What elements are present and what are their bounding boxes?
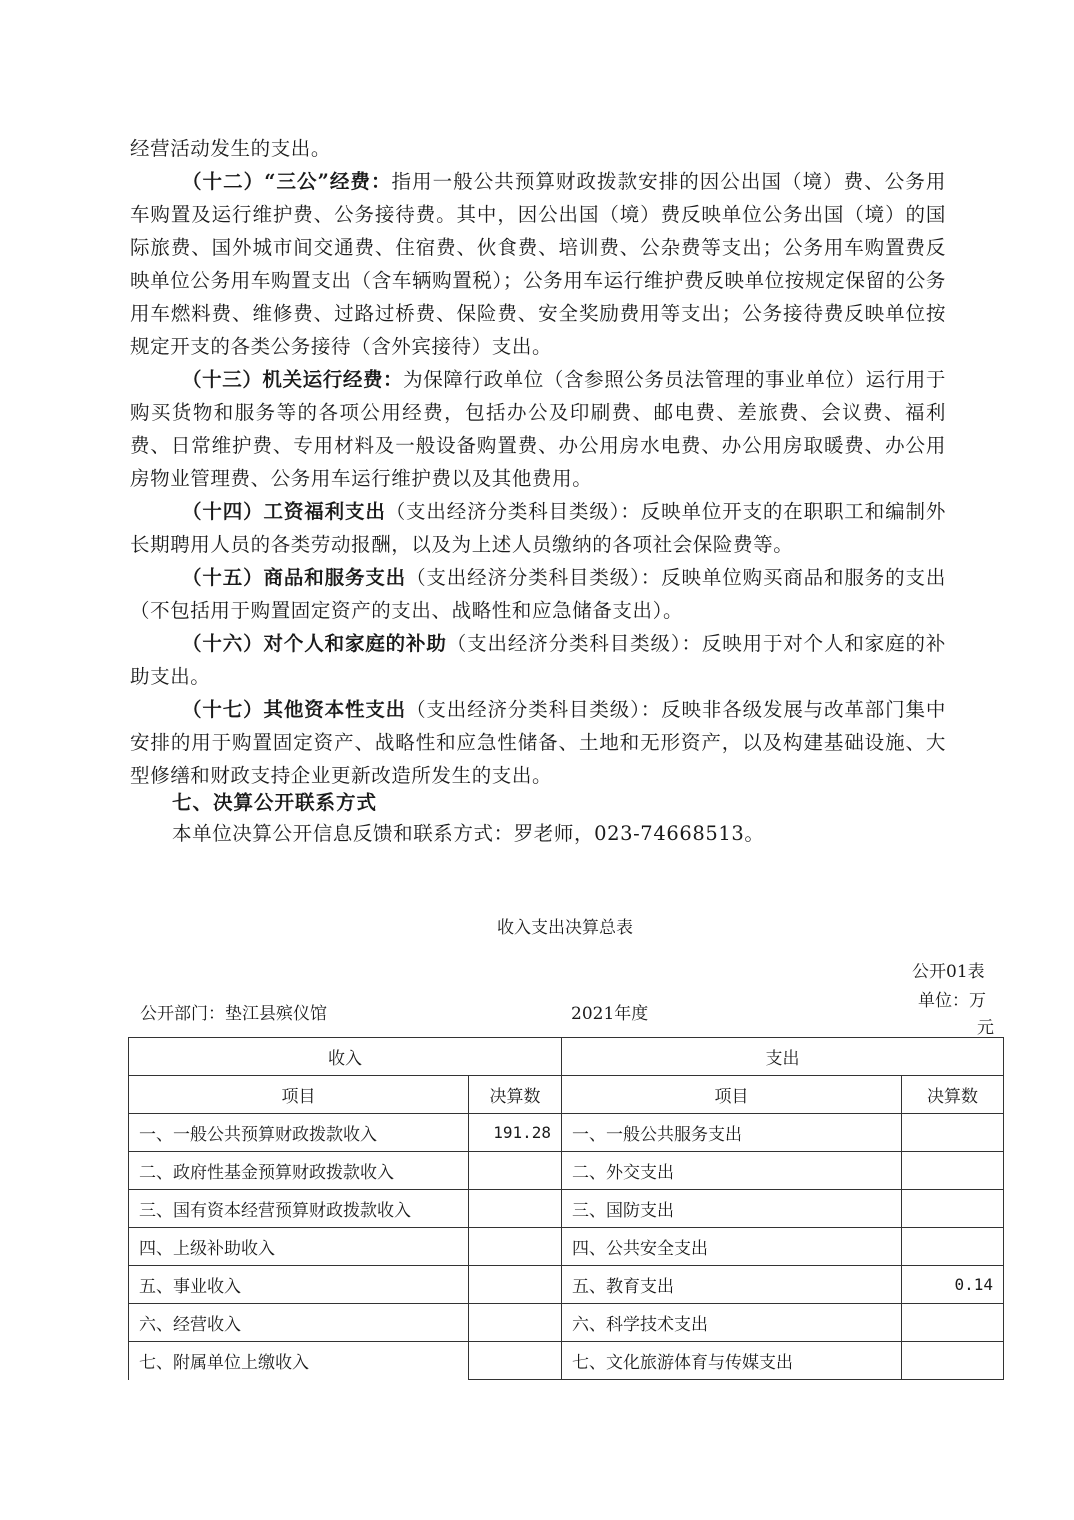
term-label: （十二）“三公”经费： — [182, 170, 392, 193]
income-amount — [469, 1228, 562, 1266]
paragraph-sangong: （十二）“三公”经费：指用一般公共预算财政拨款安排的因公出国（境）费、公务用车购置及运行维护费、公务接待费。其中，因公出国（境）费反映单位公务出国（境）的国际旅费、国外城市间交通费、住宿费、伙食费、培训费、公杂费等支出；公务用车购置费反映单位公务用车购置支出（含车辆购置税）；公务用车运行维护费反映单位按规定保留的公务用车燃料费、维修费、过路过桥费、保险费、安全奖励费用等支出；公务接待费反映单位按规定开支的各类公务接待（含外宾接待）支出。 — [130, 170, 946, 358]
table-row — [129, 1266, 1004, 1304]
expense-amount — [902, 1190, 1004, 1228]
income-amount: 191.28 — [469, 1114, 562, 1152]
income-item: 四、上级补助收入 — [129, 1228, 469, 1266]
column-header: 决算数 — [902, 1076, 1004, 1114]
paragraph-ziben: （十七）其他资本性支出（支出经济分类科目类级）：反映非各级发展与改革部门集中安排的用于购置固定资产、战略性和应急性储备、土地和无形资产，以及构建基础设施、大型修缮和财政支持企业更新改造所发生的支出。 — [130, 698, 946, 787]
form-number: 公开01表 — [912, 962, 985, 982]
expense-amount — [902, 1228, 1004, 1266]
income-item: 七、附属单位上缴收入 — [129, 1342, 469, 1380]
expense-amount — [902, 1152, 1004, 1190]
paragraph-gongzi: （十四）工资福利支出（支出经济分类科目类级）：反映单位开支的在职职工和编制外长期聘用人员的各类劳动报酬，以及为上述人员缴纳的各项社会保险费等。 — [130, 500, 946, 556]
table-row — [129, 1114, 1004, 1152]
expense-item: 五、教育支出 — [562, 1266, 902, 1304]
expense-item: 一、一般公共服务支出 — [562, 1114, 902, 1152]
column-header: 项目 — [129, 1076, 469, 1114]
table-title: 收入支出决算总表 — [497, 918, 633, 938]
income-amount — [469, 1342, 562, 1380]
income-item: 六、经营收入 — [129, 1304, 469, 1342]
table-row — [129, 1190, 1004, 1228]
income-item: 二、政府性基金预算财政拨款收入 — [129, 1152, 469, 1190]
paragraph-continuation: 经营活动发生的支出。 — [130, 137, 332, 160]
unit-label: 单位：万 — [918, 991, 986, 1011]
department-label: 公开部门：垫江县殡仪馆 — [140, 1004, 327, 1024]
section-heading: 七、决算公开联系方式 — [172, 791, 378, 814]
fiscal-year: 2021年度 — [571, 1004, 649, 1024]
table-group-header-row — [129, 1038, 1004, 1076]
income-item: 一、一般公共预算财政拨款收入 — [129, 1114, 469, 1152]
expense-amount — [902, 1304, 1004, 1342]
expense-group-header: 支出 — [562, 1038, 1004, 1076]
contact-info: 本单位决算公开信息反馈和联系方式：罗老师，023-74668513。 — [172, 822, 765, 845]
expense-item: 四、公共安全支出 — [562, 1228, 902, 1266]
table-row — [129, 1342, 1004, 1380]
table-row — [129, 1152, 1004, 1190]
table-row — [129, 1304, 1004, 1342]
expense-amount — [902, 1114, 1004, 1152]
term-label: （十七）其他资本性支出 — [182, 698, 407, 721]
income-item: 五、事业收入 — [129, 1266, 469, 1304]
income-item: 三、国有资本经营预算财政拨款收入 — [129, 1190, 469, 1228]
column-header: 项目 — [562, 1076, 902, 1114]
income-expense-table — [128, 1037, 1004, 1380]
term-label: （十四）工资福利支出 — [182, 500, 386, 523]
table-column-header-row — [129, 1076, 1004, 1114]
column-header: 决算数 — [469, 1076, 562, 1114]
expense-item: 二、外交支出 — [562, 1152, 902, 1190]
expense-amount — [902, 1342, 1004, 1380]
term-label: （十六）对个人和家庭的补助 — [182, 632, 447, 655]
table-row — [129, 1228, 1004, 1266]
paragraph-jiguan: （十三）机关运行经费：为保障行政单位（含参照公务员法管理的事业单位）运行用于购买货物和服务等的各项公用经费，包括办公及印刷费、邮电费、差旅费、会议费、福利费、日常维护费、专用材料及一般设备购置费、办公用房水电费、办公用房取暖费、办公用房物业管理费、公务用车运行维护费以及其他费用。 — [130, 368, 946, 490]
unit-label-continued: 元 — [977, 1018, 994, 1038]
expense-amount: 0.14 — [902, 1266, 1004, 1304]
income-amount — [469, 1190, 562, 1228]
expense-item: 七、文化旅游体育与传媒支出 — [562, 1342, 902, 1380]
expense-item: 三、国防支出 — [562, 1190, 902, 1228]
income-group-header: 收入 — [129, 1038, 562, 1076]
paragraph-buzhu: （十六）对个人和家庭的补助（支出经济分类科目类级）：反映用于对个人和家庭的补助支出。 — [130, 632, 946, 688]
paragraph-shangpin: （十五）商品和服务支出（支出经济分类科目类级）：反映单位购买商品和服务的支出（不包括用于购置固定资产的支出、战略性和应急储备支出）。 — [130, 566, 946, 622]
income-amount — [469, 1152, 562, 1190]
term-label: （十三）机关运行经费： — [182, 368, 404, 391]
income-amount — [469, 1304, 562, 1342]
term-label: （十五）商品和服务支出 — [182, 566, 407, 589]
expense-item: 六、科学技术支出 — [562, 1304, 902, 1342]
income-amount — [469, 1266, 562, 1304]
